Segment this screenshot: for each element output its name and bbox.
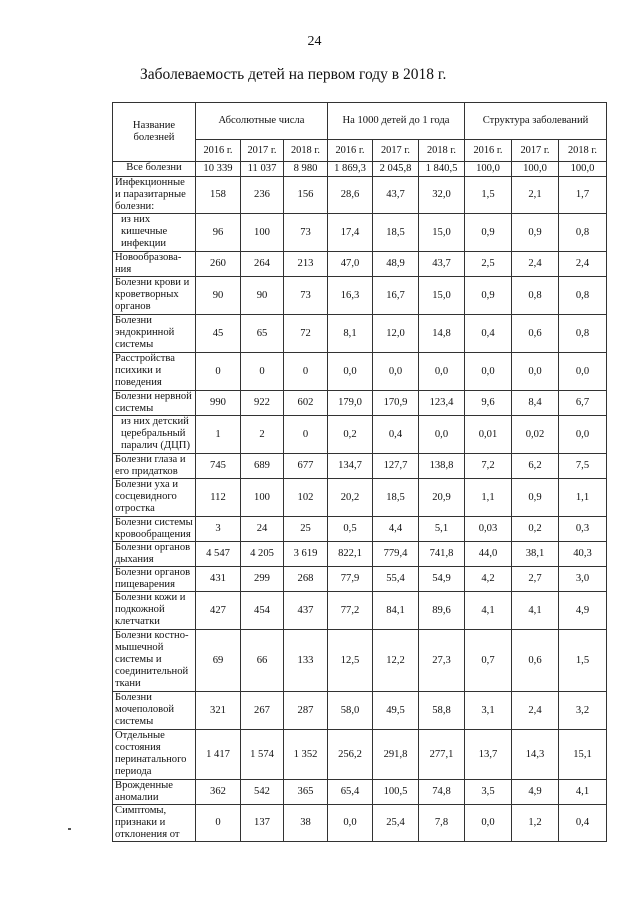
value-cell: 922 [241,391,284,416]
value-cell: 4,4 [373,517,419,542]
value-cell: 100,0 [465,162,512,177]
value-cell: 0,6 [512,630,559,692]
value-cell: 12,5 [328,630,373,692]
value-cell: 69 [196,630,241,692]
value-cell: 49,5 [373,692,419,730]
value-cell: 0,03 [465,517,512,542]
value-cell: 741,8 [419,542,465,567]
value-cell: 4,1 [465,592,512,630]
table-row [113,630,607,692]
value-cell: 38,1 [512,542,559,567]
value-cell: 602 [284,391,328,416]
value-cell: 1 [196,416,241,454]
value-cell: 7,2 [465,454,512,479]
value-cell: 1,5 [559,630,607,692]
value-cell: 15,1 [559,730,607,780]
disease-name-cell: из них кишечные инфекции [113,214,196,252]
value-cell: 100,0 [559,162,607,177]
value-cell: 43,7 [419,252,465,277]
value-cell: 11 037 [241,162,284,177]
value-cell: 179,0 [328,391,373,416]
value-cell: 2,7 [512,567,559,592]
value-cell: 4,2 [465,567,512,592]
disease-name-cell: Болезни глаза и его придатков [113,454,196,479]
value-cell: 2,4 [512,252,559,277]
value-cell: 54,9 [419,567,465,592]
value-cell: 1,2 [512,805,559,842]
value-cell: 32,0 [419,177,465,214]
table-row [113,252,607,277]
page-number: 24 [307,34,322,49]
value-cell: 0,0 [512,353,559,391]
value-cell: 0,9 [465,214,512,252]
value-cell: 17,4 [328,214,373,252]
value-cell: 8,4 [512,391,559,416]
value-cell: 100,0 [512,162,559,177]
table-row [113,692,607,730]
table-row [113,567,607,592]
value-cell: 158 [196,177,241,214]
value-cell: 4,9 [559,592,607,630]
value-cell: 0,9 [512,479,559,517]
table-row [113,277,607,315]
value-cell: 16,3 [328,277,373,315]
value-cell: 72 [284,315,328,353]
value-cell: 45 [196,315,241,353]
value-cell: 0,9 [465,277,512,315]
value-cell: 8 980 [284,162,328,177]
value-cell: 1 840,5 [419,162,465,177]
value-cell: 7,8 [419,805,465,842]
value-cell: 0,4 [465,315,512,353]
value-cell: 84,1 [373,592,419,630]
table-row [113,416,607,454]
value-cell: 291,8 [373,730,419,780]
value-cell: 256,2 [328,730,373,780]
value-cell: 4,1 [559,780,607,805]
header-year: 2017 г. [373,140,419,162]
value-cell: 745 [196,454,241,479]
value-cell: 25,4 [373,805,419,842]
value-cell: 18,5 [373,214,419,252]
value-cell: 0 [284,353,328,391]
value-cell: 267 [241,692,284,730]
value-cell: 3,1 [465,692,512,730]
disease-name-cell: из них детский церебральный паралич (ДЦП) [113,416,196,454]
disease-name-cell: Отдельные состояния перинатального периода [113,730,196,780]
disease-name-cell: Болезни эндокринной системы [113,315,196,353]
value-cell: 18,5 [373,479,419,517]
value-cell: 7,5 [559,454,607,479]
value-cell: 127,7 [373,454,419,479]
table-row [113,315,607,353]
value-cell: 15,0 [419,277,465,315]
value-cell: 38 [284,805,328,842]
header-year: 2018 г. [284,140,328,162]
value-cell: 1,1 [465,479,512,517]
value-cell: 14,8 [419,315,465,353]
value-cell: 12,2 [373,630,419,692]
morbidity-table [112,102,607,842]
value-cell: 321 [196,692,241,730]
value-cell: 0,7 [465,630,512,692]
disease-name-cell: Болезни органов дыхания [113,542,196,567]
value-cell: 0,6 [512,315,559,353]
header-absolute-numbers: Абсолютные числа [196,103,328,140]
value-cell: 4 547 [196,542,241,567]
value-cell: 0,0 [419,353,465,391]
value-cell: 90 [196,277,241,315]
table-row [113,454,607,479]
value-cell: 8,1 [328,315,373,353]
value-cell: 0,0 [465,353,512,391]
value-cell: 822,1 [328,542,373,567]
value-cell: 268 [284,567,328,592]
value-cell: 133 [284,630,328,692]
value-cell: 677 [284,454,328,479]
value-cell: 1,1 [559,479,607,517]
value-cell: 6,7 [559,391,607,416]
value-cell: 15,0 [419,214,465,252]
table-row [113,479,607,517]
value-cell: 25 [284,517,328,542]
table-row [113,162,607,177]
value-cell: 14,3 [512,730,559,780]
disease-name-cell: Болезни мочеполовой системы [113,692,196,730]
value-cell: 0,8 [559,214,607,252]
table-row [113,177,607,214]
value-cell: 1 869,3 [328,162,373,177]
value-cell: 58,0 [328,692,373,730]
value-cell: 0,02 [512,416,559,454]
value-cell: 2,5 [465,252,512,277]
value-cell: 0,0 [328,805,373,842]
value-cell: 73 [284,277,328,315]
header-year: 2018 г. [559,140,607,162]
value-cell: 427 [196,592,241,630]
table-row [113,805,607,842]
header-year: 2016 г. [465,140,512,162]
value-cell: 3 [196,517,241,542]
value-cell: 156 [284,177,328,214]
value-cell: 77,9 [328,567,373,592]
value-cell: 16,7 [373,277,419,315]
value-cell: 123,4 [419,391,465,416]
value-cell: 0,8 [512,277,559,315]
value-cell: 27,3 [419,630,465,692]
value-cell: 3,2 [559,692,607,730]
value-cell: 365 [284,780,328,805]
disease-name-cell: Болезни кожи и подкожной клетчатки [113,592,196,630]
header-structure: Структура заболеваний [465,103,607,140]
value-cell: 0,2 [512,517,559,542]
value-cell: 100,5 [373,780,419,805]
header-year: 2017 г. [241,140,284,162]
value-cell: 102 [284,479,328,517]
value-cell: 43,7 [373,177,419,214]
value-cell: 2,1 [512,177,559,214]
value-cell: 89,6 [419,592,465,630]
document-title: Заболеваемость детей на первом году в 2018 г. [140,66,447,83]
value-cell: 2,4 [512,692,559,730]
value-cell: 134,7 [328,454,373,479]
disease-name-cell: Расстройства психики и поведения [113,353,196,391]
value-cell: 0,0 [328,353,373,391]
value-cell: 0 [196,353,241,391]
value-cell: 10 339 [196,162,241,177]
value-cell: 24 [241,517,284,542]
header-year: 2017 г. [512,140,559,162]
value-cell: 58,8 [419,692,465,730]
value-cell: 1 352 [284,730,328,780]
value-cell: 0,0 [559,416,607,454]
header-year: 2016 г. [196,140,241,162]
value-cell: 138,8 [419,454,465,479]
value-cell: 66 [241,630,284,692]
value-cell: 112 [196,479,241,517]
value-cell: 4,9 [512,780,559,805]
value-cell: 0 [196,805,241,842]
disease-name-cell: Врожденные аномалии [113,780,196,805]
value-cell: 1 574 [241,730,284,780]
value-cell: 55,4 [373,567,419,592]
disease-name-cell: Все болезни [113,162,196,177]
value-cell: 0,0 [373,353,419,391]
value-cell: 44,0 [465,542,512,567]
value-cell: 6,2 [512,454,559,479]
table-row [113,780,607,805]
table-row [113,391,607,416]
value-cell: 299 [241,567,284,592]
value-cell: 73 [284,214,328,252]
value-cell: 1 417 [196,730,241,780]
table-body [113,162,607,842]
table-row [113,542,607,567]
value-cell: 137 [241,805,284,842]
value-cell: 542 [241,780,284,805]
value-cell: 13,7 [465,730,512,780]
value-cell: 0,0 [465,805,512,842]
value-cell: 0,5 [328,517,373,542]
value-cell: 28,6 [328,177,373,214]
table-row [113,353,607,391]
disease-name-cell: Инфекционные и паразитарные болезни: [113,177,196,214]
value-cell: 170,9 [373,391,419,416]
header-disease-name: Название болезней [113,103,196,162]
value-cell: 5,1 [419,517,465,542]
value-cell: 20,2 [328,479,373,517]
value-cell: 779,4 [373,542,419,567]
value-cell: 0,4 [559,805,607,842]
value-cell: 48,9 [373,252,419,277]
disease-name-cell: Новообразова-ния [113,252,196,277]
value-cell: 77,2 [328,592,373,630]
value-cell: 1,7 [559,177,607,214]
disease-name-cell: Болезни органов пищеварения [113,567,196,592]
value-cell: 236 [241,177,284,214]
value-cell: 287 [284,692,328,730]
value-cell: 65 [241,315,284,353]
value-cell: 264 [241,252,284,277]
value-cell: 65,4 [328,780,373,805]
value-cell: 437 [284,592,328,630]
value-cell: 0,0 [419,416,465,454]
disease-name-cell: Болезни костно-мышечной системы и соединительной ткани [113,630,196,692]
value-cell: 362 [196,780,241,805]
value-cell: 74,8 [419,780,465,805]
value-cell: 277,1 [419,730,465,780]
value-cell: 96 [196,214,241,252]
value-cell: 213 [284,252,328,277]
value-cell: 0,8 [559,277,607,315]
value-cell: 90 [241,277,284,315]
value-cell: 3,5 [465,780,512,805]
value-cell: 40,3 [559,542,607,567]
value-cell: 0,4 [373,416,419,454]
value-cell: 100 [241,479,284,517]
disease-name-cell: Болезни уха и сосцевидного отростка [113,479,196,517]
value-cell: 0,0 [559,353,607,391]
value-cell: 0 [241,353,284,391]
header-per-1000: На 1000 детей до 1 года [328,103,465,140]
disease-name-cell: Симптомы, признаки и отклонения от [113,805,196,842]
value-cell: 100 [241,214,284,252]
scan-mark [68,828,71,830]
value-cell: 0,3 [559,517,607,542]
value-cell: 260 [196,252,241,277]
value-cell: 689 [241,454,284,479]
value-cell: 990 [196,391,241,416]
disease-name-cell: Болезни системы кровообращения [113,517,196,542]
value-cell: 4 205 [241,542,284,567]
value-cell: 0,01 [465,416,512,454]
value-cell: 4,1 [512,592,559,630]
value-cell: 1,5 [465,177,512,214]
value-cell: 47,0 [328,252,373,277]
header-year: 2016 г. [328,140,373,162]
value-cell: 20,9 [419,479,465,517]
table-row [113,730,607,780]
value-cell: 431 [196,567,241,592]
value-cell: 0,2 [328,416,373,454]
disease-name-cell: Болезни нервной системы [113,391,196,416]
value-cell: 12,0 [373,315,419,353]
value-cell: 2,4 [559,252,607,277]
value-cell: 3,0 [559,567,607,592]
value-cell: 2 045,8 [373,162,419,177]
table-row [113,214,607,252]
value-cell: 0 [284,416,328,454]
value-cell: 9,6 [465,391,512,416]
value-cell: 0,9 [512,214,559,252]
value-cell: 0,8 [559,315,607,353]
table-row [113,592,607,630]
value-cell: 454 [241,592,284,630]
disease-name-cell: Болезни крови и кроветворных органов [113,277,196,315]
value-cell: 3 619 [284,542,328,567]
header-year: 2018 г. [419,140,465,162]
value-cell: 2 [241,416,284,454]
table-row [113,517,607,542]
